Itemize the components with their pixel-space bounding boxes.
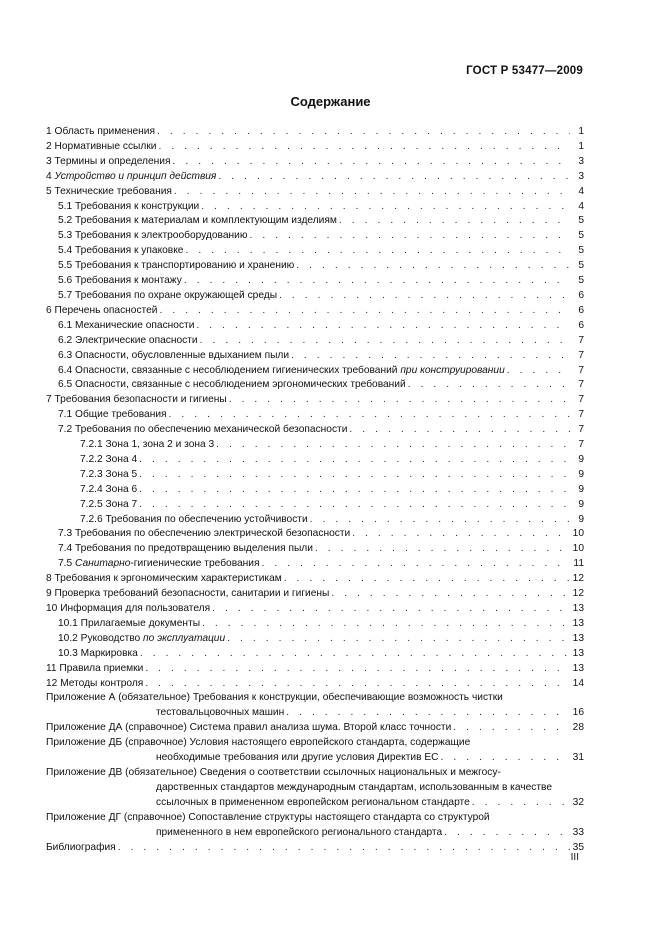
toc-entry-text: Технические требования: [54, 185, 172, 197]
toc-page-number: 7: [578, 409, 584, 421]
dot-leader: [201, 200, 570, 215]
toc-entry-title: [58, 319, 194, 334]
toc-entry-number: 4: [46, 170, 52, 182]
toc-page-number: 33: [572, 826, 584, 838]
toc-entry-number: 5.6: [58, 275, 73, 287]
toc-entry[interactable]: [46, 513, 584, 528]
toc-entry-text: Опасности, связанные с несоблюдением эргономических требований: [75, 379, 406, 391]
toc-entry-number: 10.1: [58, 617, 78, 629]
toc-entry[interactable]: [46, 259, 584, 274]
toc-entry-text: Приложение А (обязательное) Требования к конструкции, обеспечивающие возможность чистки: [46, 692, 503, 704]
toc-entry-number: 7.2.2: [80, 453, 103, 465]
toc-page-number: 4: [578, 200, 584, 212]
toc-entry-text: Зона 7: [105, 498, 138, 510]
toc-entry[interactable]: [46, 170, 584, 185]
toc-appendix-entry[interactable]: [46, 811, 584, 841]
toc-entry-title: [80, 438, 214, 453]
toc-entry-text: Зона 6: [105, 483, 138, 495]
toc-page-number: 9: [578, 513, 584, 525]
toc-page-number: 4: [578, 185, 584, 197]
toc-entry[interactable]: [46, 841, 584, 856]
table-of-contents: [46, 125, 584, 855]
toc-entry-title: [58, 542, 313, 557]
toc-page-number: 35: [572, 841, 584, 853]
toc-page-number: 7: [578, 349, 584, 361]
toc-entry-title: [58, 408, 167, 423]
dot-leader: [315, 542, 570, 557]
toc-page-number: 28: [572, 722, 584, 734]
toc-entry[interactable]: [46, 140, 584, 155]
toc-entry-number: 12: [46, 677, 58, 689]
toc-entry-title: [58, 349, 289, 364]
toc-page-number: 6: [578, 304, 584, 316]
toc-entry-text: Нормативные ссылки: [54, 140, 157, 152]
toc-entry-title: [80, 468, 137, 483]
dot-leader: [472, 796, 570, 811]
toc-page-number: 6: [578, 319, 584, 331]
toc-entry[interactable]: [46, 632, 584, 647]
toc-page-number: 16: [572, 707, 584, 719]
toc-entry[interactable]: [46, 587, 584, 602]
toc-entry-title: [58, 200, 199, 215]
toc-entry-text: Зона 1, зона 2 и зона 3: [105, 439, 215, 451]
toc-page-number: 7: [578, 394, 584, 406]
toc-entry-continuation: дарственных стандартов международным стандартам, использованным в качестве: [156, 781, 553, 793]
dot-leader: [139, 498, 570, 513]
toc-entry-number: 10.3: [58, 647, 78, 659]
dot-leader: [227, 632, 570, 647]
toc-page-number: 13: [572, 662, 584, 674]
toc-appendix-entry[interactable]: [46, 766, 584, 811]
toc-entry[interactable]: [46, 378, 584, 393]
toc-page-number: 9: [578, 453, 584, 465]
dot-leader: [140, 647, 570, 662]
toc-entry-text: Требования к конструкции: [75, 200, 200, 212]
toc-page-number: 10: [572, 528, 584, 540]
toc-entry-text: по эксплуатации: [143, 632, 226, 644]
toc-page-number: 9: [578, 468, 584, 480]
toc-entry-title: [46, 766, 501, 781]
toc-entry-text: Приложение ДБ (справочное) Условия настоящего европейского стандарта, содержащие: [46, 737, 471, 749]
toc-entry-text: Приложение ДГ (справочное) Сопоставление структуры настоящего стандарта со структурой: [46, 811, 490, 823]
toc-entry[interactable]: [46, 364, 584, 379]
toc-entry-title: [58, 527, 350, 542]
toc-entry-text: Маркировка: [80, 647, 138, 659]
toc-entry[interactable]: [46, 617, 584, 632]
toc-page-number: 3: [578, 155, 584, 167]
toc-entry-text: Требования по обеспечению механической безопасности: [75, 424, 348, 436]
toc-entry-text: Устройство и принцип действия: [54, 170, 217, 182]
toc-entry-title: [58, 214, 337, 229]
toc-entry[interactable]: [46, 244, 584, 259]
toc-entry-text: Зона 4: [105, 453, 138, 465]
toc-entry-text: Опасности, обусловленные вдыханием пыли: [75, 349, 290, 361]
toc-entry-text: Требования к монтажу: [75, 275, 182, 287]
toc-entry-text: -гигиенические требования: [130, 558, 260, 570]
toc-page-number: 13: [572, 617, 584, 629]
dot-leader: [218, 170, 570, 185]
toc-entry-text: Общие требования: [75, 409, 167, 421]
toc-entry-title: [58, 557, 260, 572]
toc-entry-number: 5.1: [58, 200, 73, 212]
toc-entry-title: [46, 736, 470, 751]
toc-entry-title: [58, 229, 247, 244]
toc-entry[interactable]: [46, 408, 584, 423]
toc-entry-text: Опасности, связанные с несоблюдением гигиенических требований: [75, 364, 401, 376]
toc-page-number: 7: [578, 379, 584, 391]
toc-entry-number: 5.2: [58, 215, 73, 227]
dot-leader: [174, 185, 570, 200]
toc-entry[interactable]: [46, 453, 584, 468]
toc-entry[interactable]: [46, 602, 584, 617]
toc-entry-title: [46, 662, 143, 677]
toc-entry[interactable]: [46, 155, 584, 170]
toc-entry-number: 7.2.1: [80, 439, 103, 451]
toc-page-number: 31: [572, 752, 584, 764]
toc-entry-number: 2: [46, 140, 52, 152]
toc-entry-text: Зона 5: [105, 468, 138, 480]
toc-entry-number: 5.4: [58, 245, 73, 257]
toc-page-number: 5: [578, 245, 584, 257]
toc-entry-number: 1: [46, 126, 52, 137]
toc-entry-text: Руководство: [80, 632, 144, 644]
toc-entry[interactable]: [46, 125, 584, 140]
toc-page-number: 13: [572, 647, 584, 659]
toc-entry-text: Проверка требований безопасности, санитарии и гигиены: [54, 588, 330, 600]
toc-entry-title: [58, 617, 200, 632]
dot-leader: [196, 319, 570, 334]
toc-entry-continuation: тестовальцовочных машин: [156, 707, 285, 719]
toc-entry-number: 6.5: [58, 379, 73, 391]
dot-leader: [157, 125, 570, 140]
toc-entry-title: [58, 334, 198, 349]
toc-entry-title: [58, 364, 505, 379]
toc-entry-text: Электрические опасности: [75, 334, 198, 346]
toc-entry[interactable]: [46, 423, 584, 438]
toc-entry-number: 7.3: [58, 528, 73, 540]
toc-entry-number: 7.2: [58, 424, 73, 436]
toc-entry-number: 7.5: [58, 558, 73, 570]
toc-entry-title: [58, 632, 225, 647]
toc-entry-title: [80, 453, 137, 468]
toc-entry-text: Требования по обеспечению электрической безопасности: [75, 528, 351, 540]
dot-leader: [158, 140, 570, 155]
toc-entry[interactable]: [46, 662, 584, 677]
toc-entry[interactable]: [46, 304, 584, 319]
toc-page-number: 7: [578, 424, 584, 436]
dot-leader: [139, 483, 570, 498]
toc-entry-text: Термины и определения: [54, 155, 171, 167]
toc-entry-title: [58, 259, 294, 274]
toc-entry-text: Приложение ДА (справочное) Система правил анализа шума. Второй класс точности: [46, 722, 452, 734]
dot-leader: [229, 393, 570, 408]
dot-leader: [440, 751, 570, 766]
toc-entry[interactable]: [46, 542, 584, 557]
toc-page-number: 32: [572, 796, 584, 808]
toc-entry-number: 5.7: [58, 289, 73, 301]
toc-entry-text: Требования к упаковке: [75, 245, 184, 257]
toc-entry-text: Санитарно: [75, 558, 131, 570]
toc-entry[interactable]: [46, 572, 584, 587]
toc-entry-number: 5.5: [58, 260, 73, 272]
toc-entry-title: [46, 393, 227, 408]
toc-entry-text: Приложение ДВ (обязательное) Сведения о соответствии ссылочных национальных и межгосу-: [46, 766, 501, 778]
toc-entry[interactable]: [46, 334, 584, 349]
toc-entry-text: Требования к транспортированию и хранению: [75, 260, 295, 272]
page-title: Содержание: [290, 94, 371, 109]
dot-leader: [145, 662, 570, 677]
toc-entry-number: 5: [46, 185, 52, 197]
toc-entry-number: 7: [46, 394, 52, 406]
toc-entry-title: [46, 304, 157, 319]
toc-entry-number: 5.3: [58, 230, 73, 242]
toc-entry-text: Требования по охране окружающей среды: [75, 289, 278, 301]
toc-entry-text: Требования к электрооборудованию: [75, 230, 248, 242]
document-id: ГОСТ Р 53477—2009: [466, 65, 583, 77]
toc-page-number: 3: [578, 170, 584, 182]
toc-entry-title: [80, 483, 137, 498]
page-number: III: [570, 852, 579, 863]
dot-leader: [184, 274, 570, 289]
toc-entry-number: 8: [46, 573, 52, 585]
toc-entry[interactable]: [46, 200, 584, 215]
toc-entry-text: Прилагаемые документы: [80, 617, 201, 629]
toc-page-number: 11: [573, 558, 584, 570]
toc-entry-text: Требования по предотвращению выделения пыли: [75, 543, 313, 555]
toc-entry-text: Требования к эргономическим характеристикам: [54, 573, 282, 585]
toc-entry-title: [46, 572, 282, 587]
dot-leader: [296, 259, 570, 274]
toc-entry[interactable]: [46, 214, 584, 229]
dot-leader: [216, 438, 570, 453]
dot-leader: [286, 706, 570, 721]
toc-page-number: 7: [578, 364, 584, 376]
toc-entry-number: 3: [46, 155, 52, 167]
dot-leader: [200, 334, 570, 349]
toc-entry[interactable]: [46, 349, 584, 364]
toc-entry-number: 10.2: [58, 632, 78, 644]
dot-leader: [339, 214, 570, 229]
toc-entry[interactable]: [46, 229, 584, 244]
toc-page-number: 7: [578, 334, 584, 346]
dot-leader: [145, 677, 570, 692]
toc-entry-number: 7.2.3: [80, 468, 103, 480]
toc-entry-number: 7.2.6: [80, 513, 103, 525]
toc-entry-number: 6.4: [58, 364, 73, 376]
toc-entry[interactable]: [46, 274, 584, 289]
dot-leader: [262, 557, 571, 572]
toc-entry[interactable]: [46, 438, 584, 453]
toc-entry-title: [80, 513, 308, 528]
toc-entry-number: 6: [46, 304, 52, 316]
toc-entry-title: [46, 140, 156, 155]
toc-entry-title: [58, 378, 406, 393]
toc-entry-title: [46, 811, 490, 826]
toc-entry-title: [46, 155, 171, 170]
toc-entry-text: Требования по обеспечению устойчивости: [105, 513, 308, 525]
toc-entry-title: [58, 423, 347, 438]
dot-leader: [453, 721, 570, 736]
dot-leader: [507, 364, 570, 379]
toc-entry-title: [46, 587, 329, 602]
dot-leader: [352, 527, 570, 542]
toc-entry-title: [46, 841, 116, 856]
toc-entry[interactable]: [46, 557, 584, 572]
toc-entry[interactable]: [46, 289, 584, 304]
toc-entry[interactable]: [46, 677, 584, 692]
toc-entry-title: [46, 170, 216, 185]
dot-leader: [349, 423, 570, 438]
toc-entry[interactable]: [46, 468, 584, 483]
toc-entry[interactable]: [46, 647, 584, 662]
dot-leader: [310, 513, 570, 528]
dot-leader: [173, 155, 571, 170]
dot-leader: [159, 304, 570, 319]
toc-page-number: 1: [578, 140, 584, 152]
toc-entry-text: Библиография: [46, 841, 116, 853]
toc-entry-number: 10: [46, 603, 58, 614]
toc-entry[interactable]: [46, 319, 584, 334]
toc-entry[interactable]: [46, 185, 584, 200]
toc-entry-text: Область применения: [54, 126, 155, 137]
toc-entry-title: [58, 244, 183, 259]
toc-entry-title: [58, 289, 277, 304]
toc-page-number: 10: [572, 543, 584, 555]
toc-page-number: 12: [572, 588, 584, 600]
toc-entry-text: Информация для пользователя: [60, 603, 211, 614]
dot-leader: [284, 572, 570, 587]
toc-page-number: 13: [572, 632, 584, 644]
toc-entry[interactable]: [46, 527, 584, 542]
dot-leader: [118, 841, 570, 856]
dot-leader: [212, 602, 570, 617]
toc-page-number: 5: [578, 230, 584, 242]
toc-entry-number: 7.4: [58, 543, 73, 555]
toc-entry-number: 7.1: [58, 409, 73, 421]
toc-entry-text: Требования к материалам и комплектующим изделиям: [75, 215, 337, 227]
toc-page-number: 6: [578, 289, 584, 301]
toc-entry-text: при конструировании: [400, 364, 505, 376]
toc-entry-title: [58, 274, 182, 289]
toc-entry-number: 6.2: [58, 334, 73, 346]
toc-entry-text: Требования безопасности и гигиены: [54, 394, 227, 406]
toc-page-number: 9: [578, 498, 584, 510]
toc-entry-title: [46, 691, 503, 706]
toc-entry-title: [46, 602, 210, 617]
toc-entry-text: Правила приемки: [59, 662, 144, 674]
toc-entry[interactable]: [46, 498, 584, 513]
toc-page-number: 1: [578, 126, 584, 137]
toc-appendix-entry[interactable]: [46, 736, 584, 766]
toc-page-number: 13: [572, 603, 584, 614]
toc-entry-title: [46, 721, 451, 736]
toc-page-number: 5: [578, 260, 584, 272]
toc-entry-text: Механические опасности: [75, 319, 195, 331]
toc-entry-title: [58, 647, 138, 662]
dot-leader: [185, 244, 570, 259]
dot-leader: [279, 289, 570, 304]
toc-page-number: 9: [578, 483, 584, 495]
dot-leader: [331, 587, 570, 602]
toc-page-number: 12: [572, 573, 584, 585]
dot-leader: [444, 826, 570, 841]
toc-entry-title: [80, 498, 137, 513]
toc-entry-continuation: необходимые требования или другие условия Директив ЕС: [156, 752, 439, 764]
toc-entry-number: 7.2.5: [80, 498, 103, 510]
toc-entry-number: 9: [46, 588, 52, 600]
toc-entry-continuation: ссылочных в примененном европейском региональном стандарте: [156, 796, 470, 808]
dot-leader: [169, 408, 570, 423]
dot-leader: [291, 349, 570, 364]
toc-page-number: 14: [572, 677, 584, 689]
toc-entry-title: [46, 185, 172, 200]
toc-appendix-entry[interactable]: [46, 721, 584, 736]
dot-leader: [202, 617, 570, 632]
toc-entry[interactable]: [46, 393, 584, 408]
toc-appendix-entry[interactable]: [46, 691, 584, 721]
toc-page-number: 7: [578, 439, 584, 451]
dot-leader: [249, 229, 570, 244]
toc-entry[interactable]: [46, 483, 584, 498]
toc-page-number: 5: [578, 275, 584, 287]
toc-entry-number: 6.1: [58, 319, 73, 331]
dot-leader: [408, 378, 570, 393]
toc-entry-continuation: примененного в нем европейского регионального стандарта: [156, 826, 443, 838]
toc-entry-text: Перечень опасностей: [54, 304, 158, 316]
toc-entry-number: 7.2.4: [80, 483, 103, 495]
toc-page-number: 5: [578, 215, 584, 227]
toc-entry-number: 6.3: [58, 349, 73, 361]
toc-entry-text: Методы контроля: [60, 677, 144, 689]
dot-leader: [139, 453, 570, 468]
toc-entry-title: [46, 677, 143, 692]
dot-leader: [139, 468, 570, 483]
toc-entry-number: 11: [46, 662, 57, 674]
toc-entry-title: [46, 125, 155, 140]
